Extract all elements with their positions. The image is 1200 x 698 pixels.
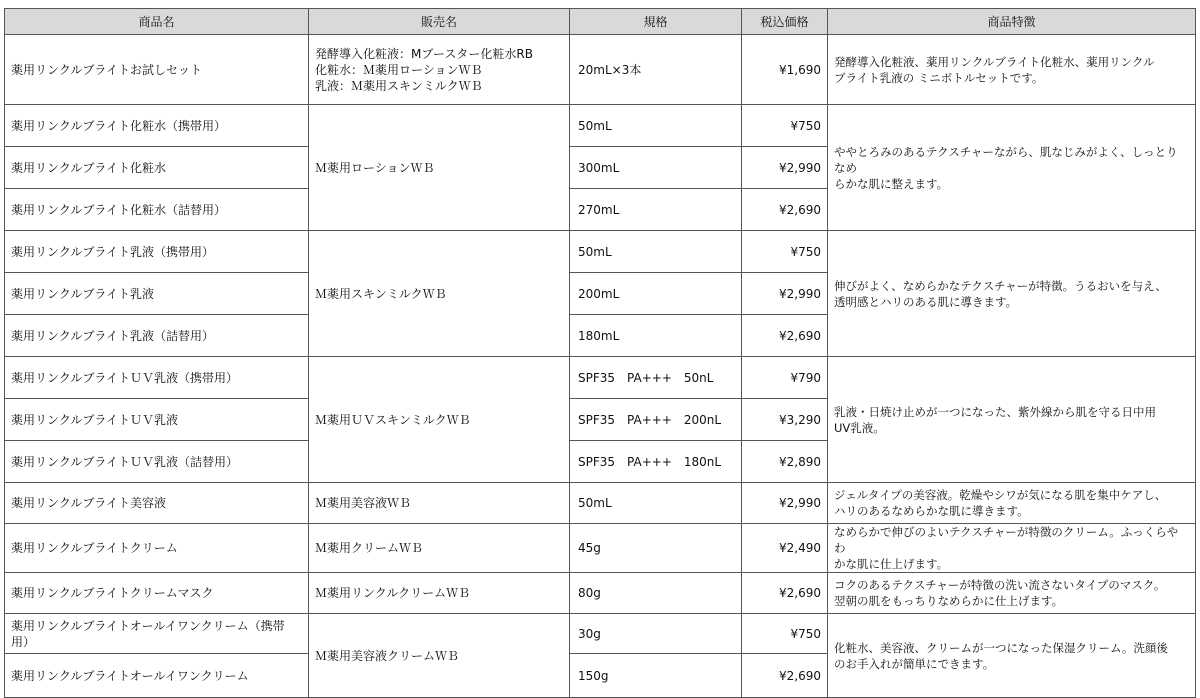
spec: 80g	[570, 573, 742, 614]
price: ¥750	[742, 105, 828, 147]
price: ¥2,990	[742, 483, 828, 524]
spec: 30g	[570, 614, 742, 654]
price: ¥2,990	[742, 147, 828, 189]
product-name: 薬用リンクルブライト美容液	[5, 483, 309, 524]
product-name: 薬用リンクルブライト化粧水（携帯用）	[5, 105, 309, 147]
sales-name-line: 化粧水：Ｍ薬用ローションＷＢ	[315, 62, 483, 77]
feature-line: ややとろみのあるテクスチャーながら、肌なじみがよく、しっとりなめ	[834, 144, 1178, 175]
product-name: 薬用リンクルブライトオールイワンクリーム（携帯用）	[5, 614, 309, 654]
spec: SPF35 PA+++ 180nL	[570, 441, 742, 483]
feature-line: ブライト乳液の ミニボトルセットです。	[834, 70, 1044, 85]
sales-name-line: 乳液：Ｍ薬用スキンミルクＷＢ	[315, 78, 483, 93]
price: ¥3,290	[742, 399, 828, 441]
feature-description	[828, 357, 1196, 483]
feature-line: 透明感とハリのある肌に導きます。	[834, 294, 1018, 309]
header-price: 税込価格	[742, 9, 828, 35]
feature-description	[828, 483, 1196, 524]
sales-name: Ｍ薬用ローションＷＢ	[309, 105, 570, 231]
feature-line: 乳液・日焼け止めが一つになった、紫外線から肌を守る日中用	[834, 404, 1156, 419]
product-name: 薬用リンクルブライトＵＶ乳液（詰替用）	[5, 441, 309, 483]
feature-line: らかな肌に整えます。	[834, 176, 949, 191]
product-name: 薬用リンクルブライト乳液	[5, 273, 309, 315]
table-row	[5, 483, 1196, 524]
product-name: 薬用リンクルブライトお試しセット	[5, 35, 309, 105]
product-name: 薬用リンクルブライト化粧水	[5, 147, 309, 189]
spec: 200mL	[570, 273, 742, 315]
feature-line: 翌朝の肌をもっちりなめらかに仕上げます。	[834, 594, 1064, 608]
feature-line: なめらかで伸びのよいテクスチャーが特徴のクリーム。ふっくらやわ	[834, 525, 1179, 555]
table-row	[5, 573, 1196, 614]
table-row	[5, 35, 1196, 105]
header-row	[5, 9, 1196, 35]
price: ¥1,690	[742, 35, 828, 105]
sales-name	[309, 35, 570, 105]
spec: 300mL	[570, 147, 742, 189]
sales-name: Ｍ薬用クリームＷＢ	[309, 524, 570, 573]
header-features: 商品特徴	[828, 9, 1196, 35]
product-name: 薬用リンクルブライトクリーム	[5, 524, 309, 573]
product-name: 薬用リンクルブライトオールイワンクリーム	[5, 654, 309, 698]
feature-line: コクのあるテクスチャーが特徴の洗い流さないタイプのマスク。	[834, 578, 1166, 592]
feature-description	[828, 573, 1196, 614]
price: ¥790	[742, 357, 828, 399]
spec: 50mL	[570, 231, 742, 273]
product-name: 薬用リンクルブライト乳液（携帯用）	[5, 231, 309, 273]
spec: 20mL×3本	[570, 35, 742, 105]
sales-name: Ｍ薬用美容液ＷＢ	[309, 483, 570, 524]
table-row	[5, 524, 1196, 573]
feature-line: 伸びがよく、なめらかなテクスチャーが特徴。うるおいを与え、	[834, 278, 1167, 293]
spec: SPF35 PA+++ 200nL	[570, 399, 742, 441]
spec: SPF35 PA+++ 50nL	[570, 357, 742, 399]
table-row	[5, 105, 1196, 147]
sales-name: Ｍ薬用リンクルクリームＷＢ	[309, 573, 570, 614]
product-name: 薬用リンクルブライト化粧水（詰替用）	[5, 189, 309, 231]
feature-description	[828, 35, 1196, 105]
header-spec: 規格	[570, 9, 742, 35]
spec: 150g	[570, 654, 742, 698]
spec: 50mL	[570, 483, 742, 524]
price: ¥750	[742, 231, 828, 273]
feature-line: 化粧水、美容液、クリームが一つになった保湿クリーム。洗顔後	[834, 640, 1168, 655]
spec: 270mL	[570, 189, 742, 231]
feature-line: かな肌に仕上げます。	[834, 557, 949, 571]
table-row	[5, 357, 1196, 399]
sales-name-line: 発酵導入化粧液：Mブースター化粧水RB	[315, 46, 533, 61]
spec: 50mL	[570, 105, 742, 147]
feature-description	[828, 524, 1196, 573]
feature-line: のお手入れが簡単にできます。	[834, 656, 995, 671]
product-name: 薬用リンクルブライトＵＶ乳液	[5, 399, 309, 441]
feature-description	[828, 614, 1196, 698]
price: ¥750	[742, 614, 828, 654]
sales-name: Ｍ薬用美容液クリームＷＢ	[309, 614, 570, 698]
header-product: 商品名	[5, 9, 309, 35]
product-name: 薬用リンクルブライトＵＶ乳液（携帯用）	[5, 357, 309, 399]
table-row	[5, 614, 1196, 654]
price: ¥2,690	[742, 573, 828, 614]
table-row	[5, 231, 1196, 273]
feature-description	[828, 105, 1196, 231]
feature-line: UV乳液。	[834, 420, 885, 435]
price: ¥2,690	[742, 315, 828, 357]
price: ¥2,690	[742, 189, 828, 231]
price: ¥2,890	[742, 441, 828, 483]
feature-description	[828, 231, 1196, 357]
feature-line: ハリのあるなめらかな肌に導きます。	[834, 504, 1029, 518]
feature-line: ジェルタイプの美容液。乾燥やシワが気になる肌を集中ケアし、	[834, 488, 1167, 502]
price: ¥2,690	[742, 654, 828, 698]
feature-line: 発酵導入化粧液、薬用リンクルブライト化粧水、薬用リンクル	[834, 54, 1155, 69]
spec: 180mL	[570, 315, 742, 357]
sales-name: Ｍ薬用ＵＶスキンミルクＷＢ	[309, 357, 570, 483]
price: ¥2,490	[742, 524, 828, 573]
product-name: 薬用リンクルブライト乳液（詰替用）	[5, 315, 309, 357]
product-table	[4, 8, 1196, 698]
spec: 45g	[570, 524, 742, 573]
sales-name: Ｍ薬用スキンミルクＷＢ	[309, 231, 570, 357]
price: ¥2,990	[742, 273, 828, 315]
product-table-container	[4, 8, 1196, 698]
header-sales-name: 販売名	[309, 9, 570, 35]
product-name: 薬用リンクルブライトクリームマスク	[5, 573, 309, 614]
